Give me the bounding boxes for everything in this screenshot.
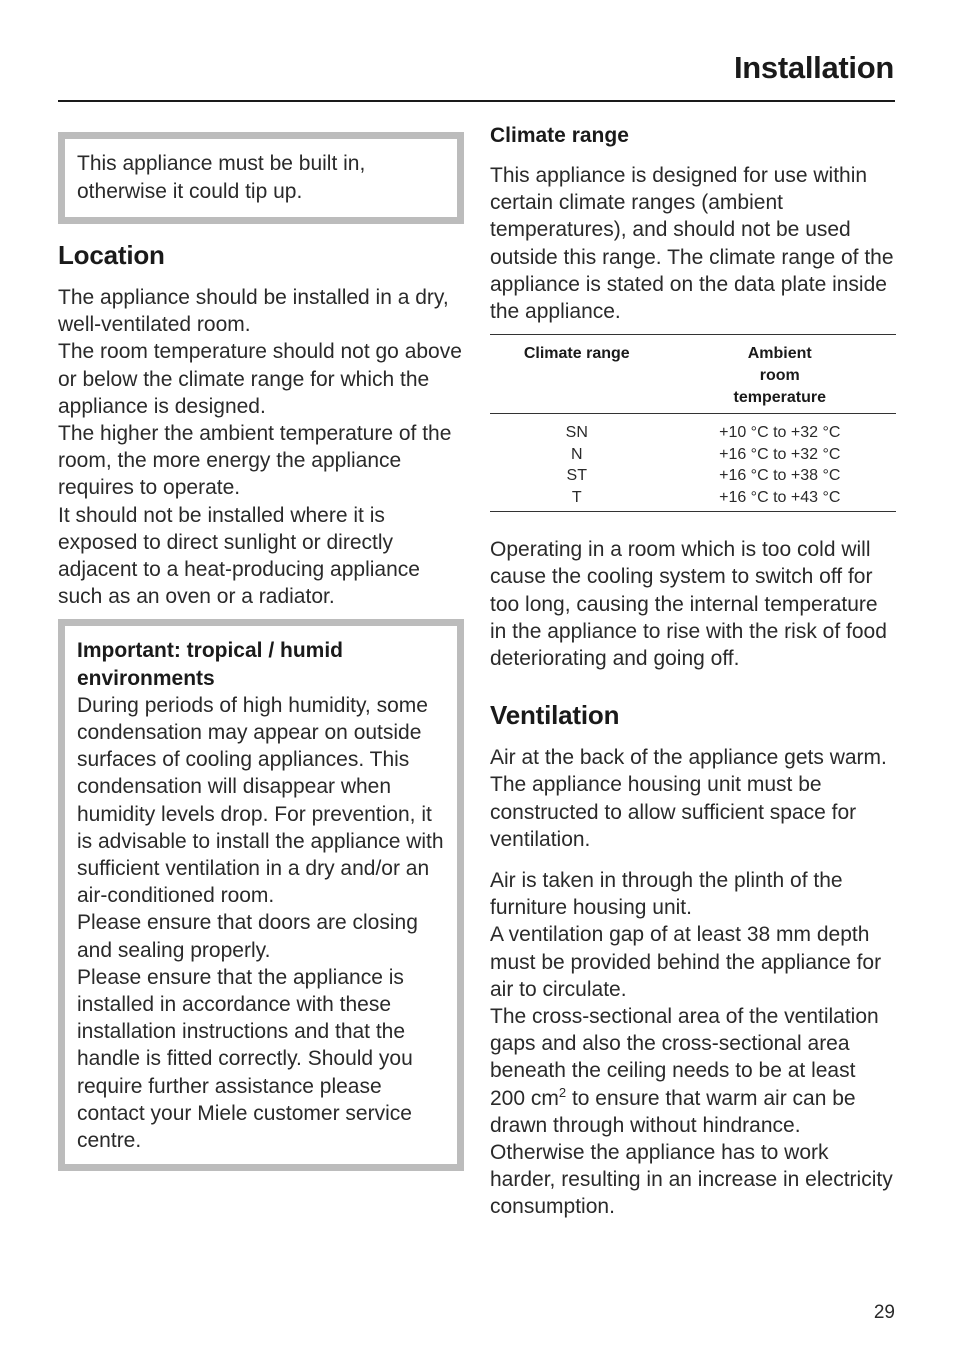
ventilation-paragraph: Air is taken in through the plinth of the furniture housing unit. (490, 869, 843, 920)
climate-intro-text: This appliance is designed for use within certain climate ranges (ambient temperatures), and should not be used outside this range. The climate range of the appliance is stated on the data plate inside the appliance. (490, 164, 894, 324)
climate-heading: Climate range (490, 124, 629, 147)
climate-after (490, 536, 896, 672)
left-column (58, 132, 464, 1171)
location-paragraph: It should not be installed where it is exposed to direct sunlight or directly adjacent to a heat-producing appliance such as an oven or a radiator. (58, 503, 420, 609)
location-heading: Location (58, 240, 165, 270)
header-divider (58, 100, 895, 102)
climate-range-cell: N (570, 445, 583, 463)
temperature-cell: +16 °C to +43 °C (719, 488, 841, 506)
location-paragraph: The higher the ambient temperature of the room, the more energy the appliance requires to operate. (58, 422, 452, 500)
ventilation-paragraph (490, 1003, 896, 1221)
location-body (58, 284, 464, 610)
climate-table (490, 334, 896, 512)
ventilation-text: to ensure that warm air can be drawn through without hindrance. Otherwise the appliance has to work harder, resulting in an increase in electricity consumption. (490, 1086, 893, 1219)
table-row (490, 465, 896, 487)
temperature-cell: +16 °C to +32 °C (719, 445, 841, 463)
ventilation-body-2 (490, 867, 896, 1221)
table-row (490, 444, 896, 466)
warning-box (58, 132, 464, 224)
superscript: 2 (558, 1084, 567, 1100)
climate-table-header-range: Climate range (523, 345, 630, 363)
page-title: Installation (733, 50, 894, 85)
climate-table-header-row (490, 335, 896, 414)
important-box (58, 619, 464, 1171)
page-number: 29 (873, 1302, 895, 1323)
right-column (490, 124, 896, 1221)
important-paragraph: During periods of high humidity, some condensation may appear on outside surfaces of cooling appliances. This condensation will disappear when humidity levels drop. For prevention, it is advisable to install the appliance with sufficient ventilation in a dry and/or an air-conditioned room. (77, 693, 444, 908)
climate-range-cell: ST (566, 467, 587, 485)
climate-table-header-temp: Ambient room temperature (733, 345, 826, 407)
climate-range-cell: T (571, 488, 582, 506)
table-row (490, 414, 896, 444)
important-paragraph: Please ensure that the appliance is installed in accordance with these installation instructions and that the handle is fitted correctly. Should you require further assistance please contact your Miele customer service centre. (77, 965, 413, 1153)
climate-intro (490, 162, 896, 325)
important-heading: Important: tropical / humid environments (77, 639, 343, 690)
ventilation-paragraph: Air at the back of the appliance gets warm. The appliance housing unit must be constructed to allow sufficient space for ventilation. (490, 746, 887, 851)
ventilation-heading: Ventilation (490, 700, 620, 731)
ventilation-body-1 (490, 744, 896, 853)
climate-range-cell: SN (565, 424, 588, 442)
warning-text: This appliance must be built in, otherwise it could tip up. (77, 152, 366, 203)
location-paragraph: The room temperature should not go above or below the climate range for which the appliance is designed. (58, 340, 462, 418)
ventilation-paragraph: A ventilation gap of at least 38 mm depth must be provided behind the appliance for air to circulate. (490, 923, 882, 1001)
important-paragraph: Please ensure that doors are closing and sealing properly. (77, 911, 418, 962)
climate-after-text: Operating in a room which is too cold will cause the cooling system to switch off for too long, causing the internal temperature in the appliance to rise with the risk of food deteriorating and going off. (490, 538, 887, 671)
temperature-cell: +10 °C to +32 °C (719, 424, 841, 442)
table-row (490, 487, 896, 512)
location-paragraph: The appliance should be installed in a dry, well-ventilated room. (58, 286, 449, 337)
ventilation-text: The cross-sectional area of the ventilation gaps and also the cross-sectional area beneath the ceiling needs to be at least 200 cm (490, 1005, 879, 1110)
temperature-cell: +16 °C to +38 °C (719, 467, 841, 485)
